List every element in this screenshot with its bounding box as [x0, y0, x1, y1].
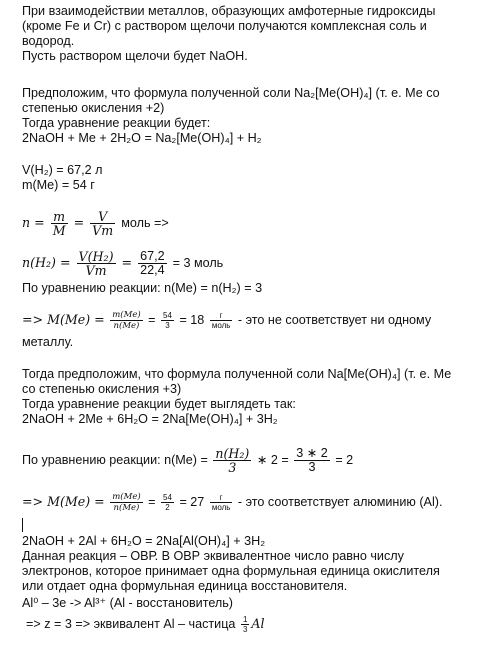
- molar-mass-note-1: металлу.: [22, 335, 74, 349]
- case1-line-1: Предположим, что формула полученной соли Na₂[Me(OH)₄] (т. е. Ме со: [22, 86, 440, 100]
- fraction-m-over-M: $\frac{m}{M}$: [52, 209, 66, 238]
- equation-ratio-2: По уравнению реакции: n(Me) = $\frac{\text{n(H₂)}}{3}$ ∗ 2 = $\frac{3 ∗ 2}{3}$ = 2: [22, 446, 354, 475]
- intro-line-4: Пусть раствором щелочи будет NaOH.: [22, 49, 248, 63]
- equation-ratio-1: По уравнению реакции: n(Me) = n(H₂) = 3: [22, 281, 263, 295]
- equivalent-line: => z = 3 => эквивалент Al – частица $\frac{1}{3}$ Al: [26, 615, 265, 634]
- fraction-672-over-224: $\frac{67,2}{22,4}$: [140, 249, 165, 277]
- case1-line-2: степенью окисления +2): [22, 101, 165, 115]
- final-equation: 2NaOH + 2Al + 6H₂O = 2Na[Al(OH)₄] + 3H₂: [22, 534, 266, 548]
- fraction-mme-over-nme: $\frac{m(Me)}{n(Me)}$: [112, 310, 141, 331]
- intro-line-3: водород.: [22, 34, 75, 48]
- fraction-nh2-over-3: $\frac{\text{n(H₂)}}{3}$: [215, 446, 250, 475]
- given-mass: m(Me) = 54 г: [22, 178, 95, 192]
- unit-g-per-mol: г моль: [211, 311, 231, 330]
- text-cursor[interactable]: [22, 518, 23, 532]
- final-line-2: электронов, которое принимает одна формульная единица окислителя: [22, 564, 440, 578]
- redox-half-reaction: Al⁰ – 3e -> Al³⁺ (Al - восстановитель): [22, 596, 234, 610]
- formula-moles-h2: n(H₂) = $\frac{\text{V(H₂)}}{Vm}$ = $\frac{67,2}{22,4}$ = 3 моль: [22, 249, 224, 278]
- fraction-vh2-over-vm: $\frac{\text{V(H₂)}}{Vm}$: [78, 249, 114, 278]
- case2-line-3: Тогда уравнение реакции будет выглядеть так:: [22, 397, 296, 411]
- case2-equation: 2NaOH + 2Me + 6H₂O = 2Na[Me(OH)₄] + 3H₂: [22, 412, 278, 426]
- fraction-3x2-over-3: $\frac{3 ∗ 2}{3}$: [296, 446, 328, 474]
- fraction-mme-over-nme-2: $\frac{m(Me)}{n(Me)}$: [112, 492, 141, 513]
- fraction-54-over-2: $\frac{54}{2}$: [163, 493, 172, 512]
- given-volume: V(H₂) = 67,2 л: [22, 163, 103, 177]
- intro-line-1: При взаимодействии металлов, образующих амфотерные гидроксиды: [22, 4, 436, 18]
- final-line-3: или отдает одна формульная единица восстановителя.: [22, 579, 348, 593]
- fraction-V-over-Vm: $\frac{V}{Vm}$: [92, 209, 114, 238]
- fraction-1-over-3: $\frac{1}{3}$: [242, 615, 248, 634]
- unit-g-per-mol-2: г моль: [211, 493, 231, 512]
- final-line-1: Данная реакция – ОВР. В ОВР эквивалентное число равно числу: [22, 549, 404, 563]
- formula-moles: n = $\frac{m}{M}$ = $\frac{V}{Vm}$ моль =>: [22, 209, 169, 238]
- intro-line-2: (кроме Fe и Cr) с раствором щелочи получаются комплексная соль и: [22, 19, 427, 33]
- case2-line-1: Тогда предположим, что формула полученной соли Na[Me(OH)₄] (т. е. Ме: [22, 367, 452, 381]
- case2-line-2: со степенью окисления +3): [22, 382, 182, 396]
- molar-mass-calc-1: => M(Me) = $\frac{m(Me)}{n(Me)}$ = $\frac{54}{3}$ = 18 г моль - это не соответствует ни одному: [22, 310, 432, 331]
- case1-equation: 2NaOH + Me + 2H₂O = Na₂[Me(OH)₄] + H₂: [22, 131, 262, 145]
- molar-mass-calc-2: => M(Me) = $\frac{m(Me)}{n(Me)}$ = $\frac{54}{2}$ = 27 г моль - это соответствует алюминию (Al).: [22, 492, 443, 513]
- fraction-54-over-3: $\frac{54}{3}$: [163, 311, 172, 330]
- case1-line-3: Тогда уравнение реакции будет:: [22, 116, 211, 130]
